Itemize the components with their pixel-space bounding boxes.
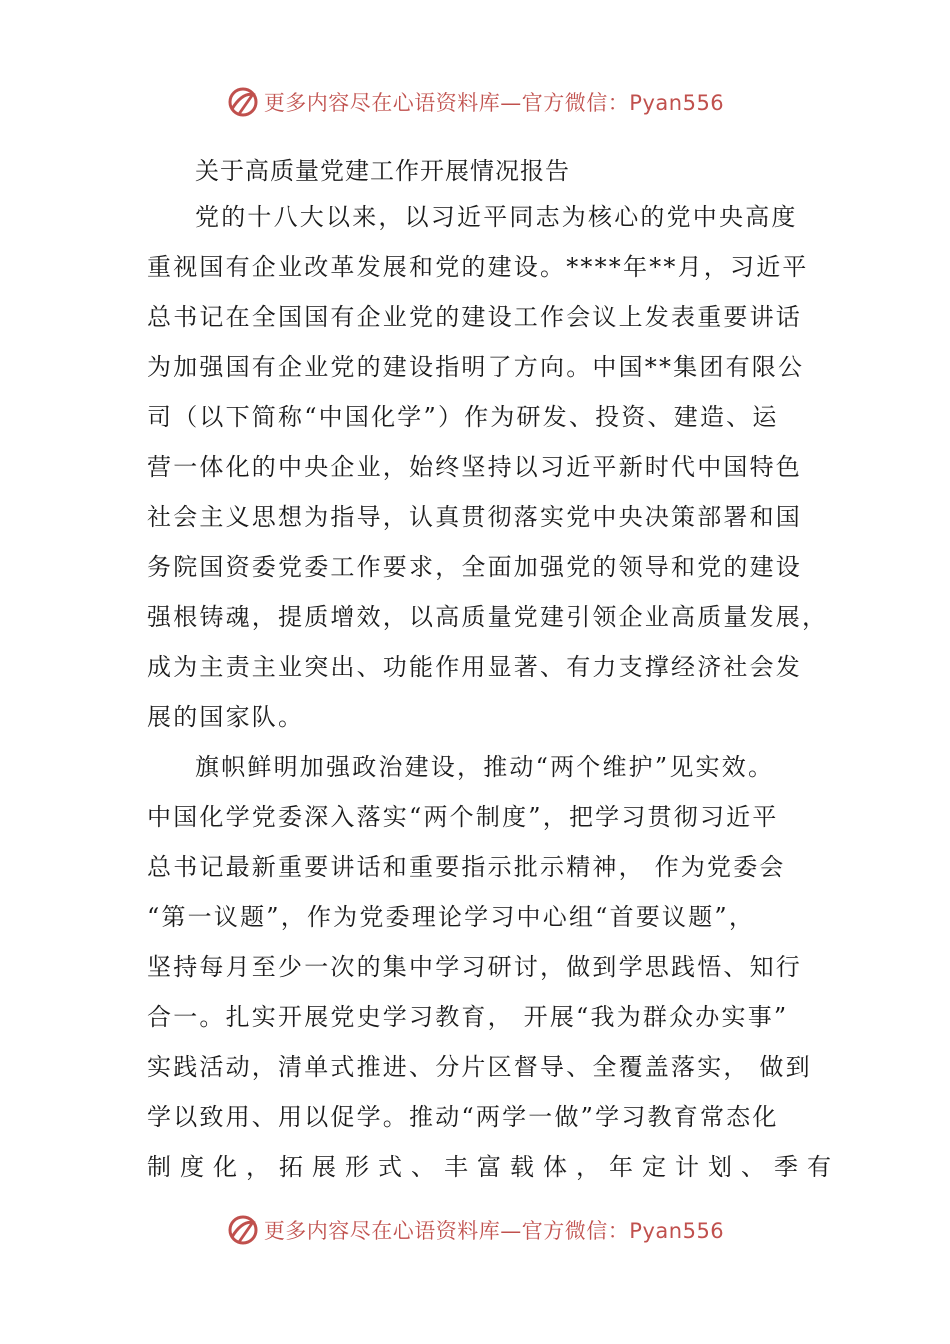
paragraph-line: 合一。扎实开展党史学习教育， 开展“我为群众办实事” — [147, 1003, 789, 1031]
pen-swirl-logo-icon — [226, 85, 260, 119]
paragraph-line: 实践活动，清单式推进、分片区督导、全覆盖落实， 做到 — [147, 1053, 812, 1081]
paragraph-line: 成为主责主业突出、功能作用显著、有力支撑经济社会发 — [147, 653, 802, 681]
paragraph-line: 社会主义思想为指导，认真贯彻落实党中央决策部署和国 — [147, 503, 802, 531]
paragraph-line: 制度化，拓展形式、丰富载体，年定计划、季有 — [147, 1153, 840, 1181]
document-title: 关于高质量党建工作开展情况报告 — [195, 157, 570, 185]
paragraph-line: 坚持每月至少一次的集中学习研讨，做到学思践悟、知行 — [147, 953, 802, 981]
paragraph-line: 强根铸魂，提质增效，以高质量党建引领企业高质量发展， — [147, 603, 829, 631]
paragraph-line: 旗帜鲜明加强政治建设，推动“两个维护”见实效。 — [195, 753, 775, 781]
paragraph-line: 务院国资委党委工作要求，全面加强党的领导和党的建设 — [147, 553, 802, 581]
header-watermark-text: 更多内容尽在心语资料库—官方微信：Pyan556 — [263, 91, 725, 115]
paragraph-line: 党的十八大以来，以习近平同志为核心的党中央高度 — [195, 203, 798, 231]
header-watermark-banner — [0, 80, 950, 124]
paragraph-line: 学以致用、用以促学。推动“两学一做”学习教育常态化 — [147, 1103, 779, 1131]
paragraph-line: 展的国家队。 — [147, 703, 305, 731]
paragraph-line: 司（以下简称“中国化学”）作为研发、投资、建造、运 — [147, 403, 779, 431]
paragraph-line: 中国化学党委深入落实“两个制度”，把学习贯彻习近平 — [147, 803, 779, 831]
paragraph-line: 营一体化的中央企业，始终坚持以习近平新时代中国特色 — [147, 453, 802, 481]
paragraph-line: 为加强国有企业党的建设指明了方向。中国**集团有限公 — [147, 353, 805, 381]
pen-swirl-logo-icon — [226, 1213, 260, 1247]
paragraph-line: “第一议题”，作为党委理论学习中心组“首要议题”， — [147, 903, 756, 931]
footer-watermark-text: 更多内容尽在心语资料库—官方微信：Pyan556 — [263, 1219, 725, 1243]
document-body — [147, 150, 840, 1192]
paragraph-line: 重视国有企业改革发展和党的建设。****年**月，习近平 — [147, 253, 809, 281]
paragraph-line: 总书记最新重要讲话和重要指示批示精神， 作为党委会 — [147, 853, 786, 881]
paragraph-line: 总书记在全国国有企业党的建设工作会议上发表重要讲话 — [147, 303, 802, 331]
footer-watermark-banner — [0, 1208, 950, 1252]
